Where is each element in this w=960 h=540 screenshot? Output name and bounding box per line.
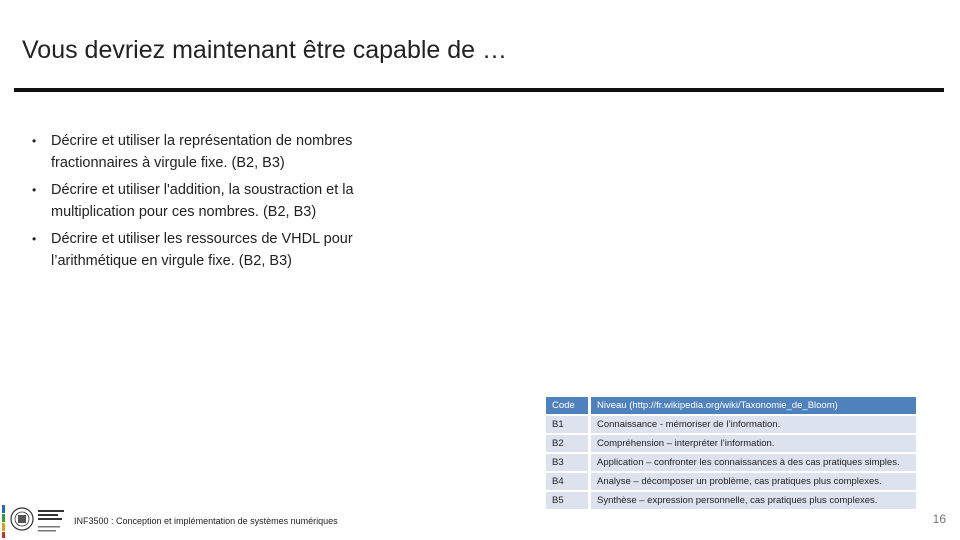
objective-item (26, 130, 426, 174)
title-divider (14, 88, 944, 92)
row-code: B4 (546, 473, 588, 490)
course-footer: INF3500 : Conception et implémentation de systèmes numériques (74, 516, 338, 526)
row-level: Analyse – décomposer un problème, cas pratiques plus complexes. (588, 473, 916, 490)
row-code: B2 (546, 435, 588, 452)
objective-item (26, 228, 426, 272)
objective-item (26, 179, 426, 223)
objectives-list (26, 130, 426, 277)
row-level: Connaissance - mémoriser de l’information. (588, 416, 916, 433)
table-header-row (546, 397, 916, 414)
header-level: Niveau (http://fr.wikipedia.org/wiki/Taxonomie_de_Bloom) (588, 397, 916, 414)
bullet-icon: • (32, 232, 37, 246)
row-code: B3 (546, 454, 588, 471)
table-row (546, 435, 916, 452)
row-level: Synthèse – expression personnelle, cas pratiques plus complexes. (588, 492, 916, 509)
objective-text: Décrire et utiliser l'addition, la soustraction et la multiplication pour ces nombres. (B2, B3) (51, 182, 354, 220)
page-number: 16 (932, 512, 946, 526)
bullet-icon: • (32, 183, 37, 197)
table-row (546, 454, 916, 471)
bloom-taxonomy-table (546, 395, 916, 511)
row-level: Compréhension – interpréter l’information. (588, 435, 916, 452)
objective-text: Décrire et utiliser la représentation de nombres fractionnaires à virgule fixe. (B2, B3) (51, 133, 353, 171)
header-code: Code (546, 397, 588, 414)
slide-title: Vous devriez maintenant être capable de … (22, 36, 508, 64)
row-code: B1 (546, 416, 588, 433)
objective-text: Décrire et utiliser les ressources de VHDL pour l’arithmétique en virgule fixe. (B2, B3) (51, 231, 353, 269)
polytechnique-logo (2, 502, 72, 538)
table-row (546, 416, 916, 433)
table-row (546, 473, 916, 490)
bullet-icon: • (32, 134, 37, 148)
row-code: B5 (546, 492, 588, 509)
table-row (546, 492, 916, 509)
row-level: Application – confronter les connaissances à des cas pratiques simples. (588, 454, 916, 471)
